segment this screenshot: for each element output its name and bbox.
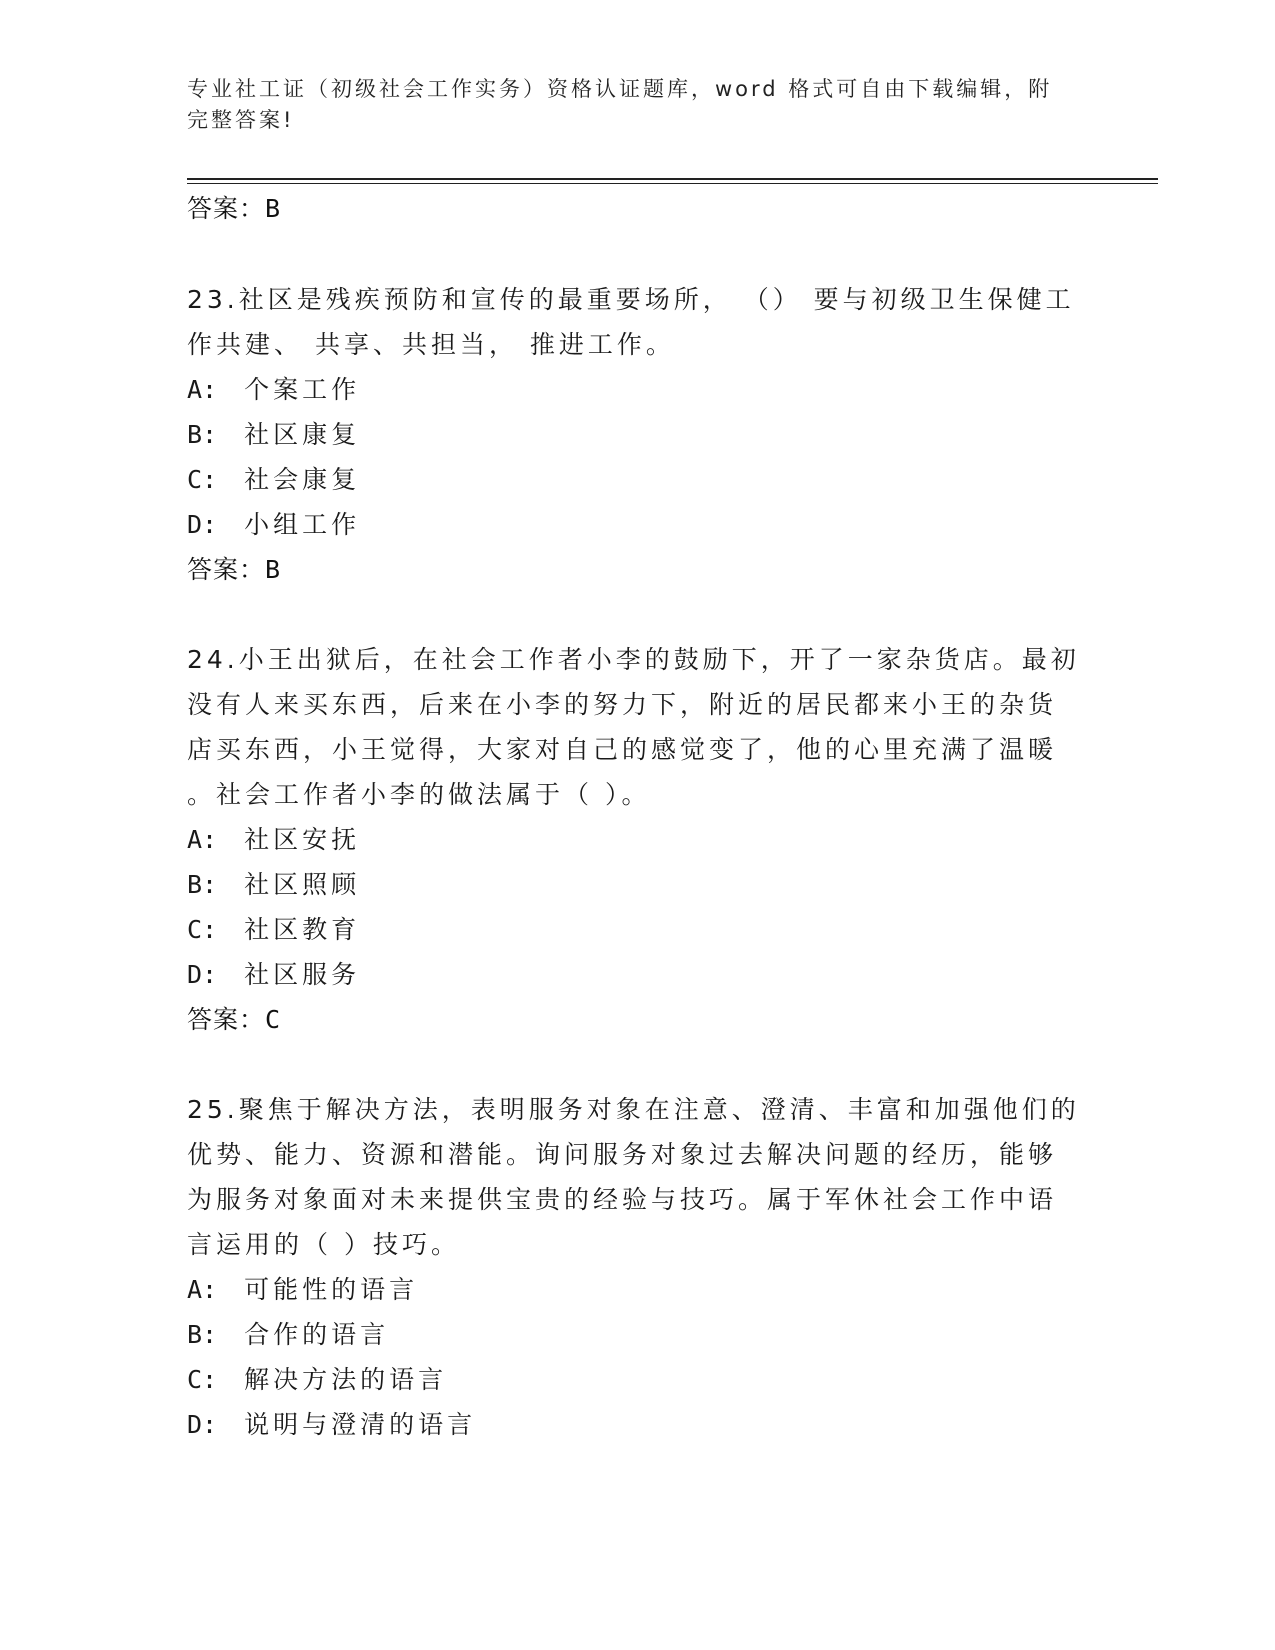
question-text-line: 优势、能力、资源和潜能。询问服务对象过去解决问题的经历，能够 — [187, 1140, 1058, 1169]
option-text: 解决方法的语言 — [244, 1365, 448, 1394]
option-letter: B: — [187, 1320, 218, 1349]
answer-label: 答案： — [187, 1005, 266, 1034]
option-text: 社区康复 — [244, 420, 361, 449]
option-letter: D: — [187, 510, 218, 539]
option-d — [187, 1408, 476, 1442]
answer-label: 答案： — [187, 555, 266, 584]
option-a — [187, 373, 360, 407]
option-text: 社会康复 — [244, 465, 361, 494]
option-letter: A: — [187, 1275, 218, 1304]
option-text: 小组工作 — [244, 510, 361, 539]
question-text-line: 作共建、 共享、共担当， 推进工作。 — [187, 330, 675, 359]
option-text: 社区教育 — [244, 915, 361, 944]
option-letter: D: — [187, 960, 218, 989]
option-c — [187, 913, 360, 947]
option-text: 说明与澄清的语言 — [244, 1410, 477, 1439]
option-letter: B: — [187, 420, 218, 449]
header-rule-thin — [187, 183, 1158, 184]
option-letter: C: — [187, 465, 218, 494]
option-c — [187, 463, 360, 497]
option-b — [187, 868, 360, 902]
answer — [187, 1003, 281, 1037]
answer-value: B — [265, 555, 282, 584]
header-line-2: 完整答案! — [187, 108, 295, 132]
option-text: 合作的语言 — [244, 1320, 390, 1349]
question-text-line: 23.社区是残疾预防和宣传的最重要场所， （） 要与初级卫生保健工 — [187, 285, 1075, 314]
question-text-line: 25.聚焦于解决方法，表明服务对象在注意、澄清、丰富和加强他们的 — [187, 1095, 1080, 1124]
option-d — [187, 508, 360, 542]
option-letter: A: — [187, 375, 218, 404]
option-b — [187, 418, 360, 452]
option-text: 个案工作 — [244, 375, 361, 404]
option-letter: D: — [187, 1410, 218, 1439]
answer-label: 答案： — [187, 194, 266, 223]
option-c — [187, 1363, 447, 1397]
option-text: 社区安抚 — [244, 825, 361, 854]
option-letter: B: — [187, 870, 218, 899]
question-text-line: 言运用的（ ）技巧。 — [187, 1230, 460, 1259]
option-letter: C: — [187, 915, 218, 944]
option-text: 可能性的语言 — [244, 1275, 419, 1304]
answer-value: B — [265, 194, 282, 223]
header-line-1: 专业社工证（初级社会工作实务）资格认证题库，word 格式可自由下载编辑，附 — [187, 77, 1053, 101]
question-text-line: 为服务对象面对未来提供宝贵的经验与技巧。属于军休社会工作中语 — [187, 1185, 1058, 1214]
question-text-line: 没有人来买东西，后来在小李的努力下，附近的居民都来小王的杂货 — [187, 690, 1058, 719]
prev-answer — [187, 192, 281, 226]
header-rule-thick — [187, 178, 1158, 180]
answer — [187, 553, 281, 587]
option-a — [187, 823, 360, 857]
option-letter: A: — [187, 825, 218, 854]
page-header — [187, 74, 1087, 136]
option-letter: C: — [187, 1365, 218, 1394]
question-text-line: 24.小王出狱后，在社会工作者小李的鼓励下，开了一家杂货店。最初 — [187, 645, 1080, 674]
answer-value: C — [265, 1005, 282, 1034]
option-a — [187, 1273, 418, 1307]
option-d — [187, 958, 360, 992]
option-text: 社区照顾 — [244, 870, 361, 899]
question-text-line: 。社会工作者小李的做法属于（ ）。 — [187, 780, 651, 809]
option-text: 社区服务 — [244, 960, 361, 989]
option-b — [187, 1318, 389, 1352]
question-text-line: 店买东西，小王觉得，大家对自己的感觉变了，他的心里充满了温暖 — [187, 735, 1058, 764]
